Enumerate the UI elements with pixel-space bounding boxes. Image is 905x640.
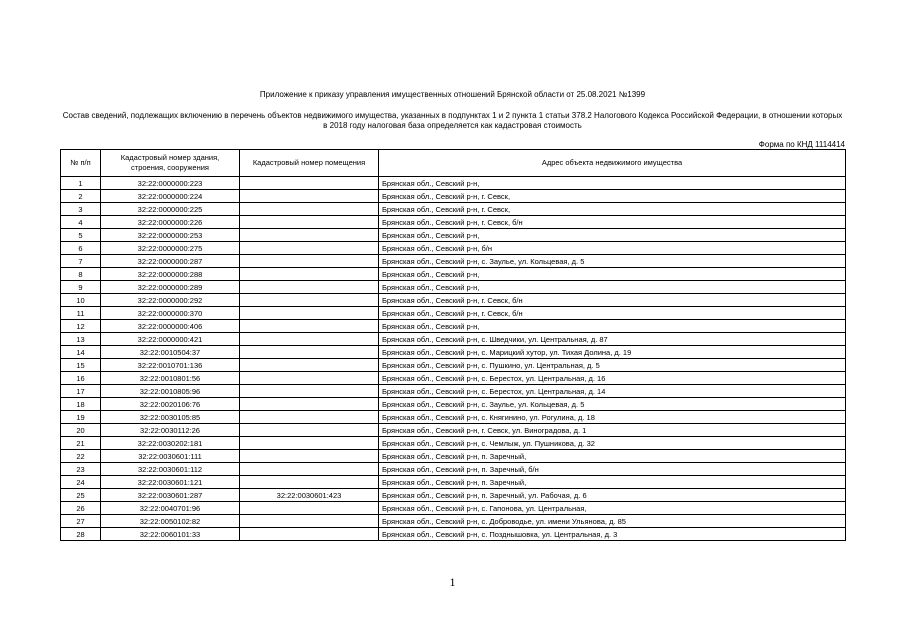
row-number-cell: 19 xyxy=(61,411,101,424)
table-row xyxy=(61,229,846,242)
row-number-cell: 7 xyxy=(61,255,101,268)
address-cell: Брянская обл., Севский р-н, п. Заречный, xyxy=(379,450,846,463)
building-cadastral-number-cell: 32:22:0000000:223 xyxy=(101,177,240,190)
premises-cadastral-number-cell xyxy=(240,463,379,476)
premises-cadastral-number-cell xyxy=(240,359,379,372)
address-cell: Брянская обл., Севский р-н, xyxy=(379,229,846,242)
column-header-premises-cadastral: Кадастровый номер помещения xyxy=(240,150,379,177)
address-cell: Брянская обл., Севский р-н, с. Заулье, ул. Кольцевая, д. 5 xyxy=(379,255,846,268)
building-cadastral-number-cell: 32:22:0030601:121 xyxy=(101,476,240,489)
row-number-cell: 17 xyxy=(61,385,101,398)
property-table xyxy=(60,149,846,541)
table-row xyxy=(61,424,846,437)
premises-cadastral-number-cell xyxy=(240,450,379,463)
premises-cadastral-number-cell xyxy=(240,203,379,216)
row-number-cell: 26 xyxy=(61,502,101,515)
premises-cadastral-number-cell xyxy=(240,307,379,320)
building-cadastral-number-cell: 32:22:0010701:136 xyxy=(101,359,240,372)
building-cadastral-number-cell: 32:22:0000000:370 xyxy=(101,307,240,320)
address-cell: Брянская обл., Севский р-н, г. Севск, б/н xyxy=(379,216,846,229)
address-cell: Брянская обл., Севский р-н, с. Доброводье, ул. имени Ульянова, д. 85 xyxy=(379,515,846,528)
building-cadastral-number-cell: 32:22:0030601:287 xyxy=(101,489,240,502)
building-cadastral-number-cell: 32:22:0030202:181 xyxy=(101,437,240,450)
premises-cadastral-number-cell xyxy=(240,424,379,437)
building-cadastral-number-cell: 32:22:0000000:287 xyxy=(101,255,240,268)
address-cell: Брянская обл., Севский р-н, г. Севск, xyxy=(379,203,846,216)
building-cadastral-number-cell: 32:22:0000000:288 xyxy=(101,268,240,281)
row-number-cell: 10 xyxy=(61,294,101,307)
row-number-cell: 3 xyxy=(61,203,101,216)
building-cadastral-number-cell: 32:22:0060101:33 xyxy=(101,528,240,541)
premises-cadastral-number-cell xyxy=(240,229,379,242)
building-cadastral-number-cell: 32:22:0030601:112 xyxy=(101,463,240,476)
column-header-address: Адрес объекта недвижимого имущества xyxy=(379,150,846,177)
building-cadastral-number-cell: 32:22:0030112:26 xyxy=(101,424,240,437)
address-cell: Брянская обл., Севский р-н, с. Княгинино, ул. Рогулина, д. 18 xyxy=(379,411,846,424)
building-cadastral-number-cell: 32:22:0000000:421 xyxy=(101,333,240,346)
premises-cadastral-number-cell xyxy=(240,333,379,346)
building-cadastral-number-cell: 32:22:0000000:292 xyxy=(101,294,240,307)
row-number-cell: 22 xyxy=(61,450,101,463)
row-number-cell: 6 xyxy=(61,242,101,255)
row-number-cell: 18 xyxy=(61,398,101,411)
table-row xyxy=(61,346,846,359)
address-cell: Брянская обл., Севский р-н, г. Севск, б/н xyxy=(379,294,846,307)
row-number-cell: 4 xyxy=(61,216,101,229)
address-cell: Брянская обл., Севский р-н, с. Чемлыж, ул. Пушникова, д. 32 xyxy=(379,437,846,450)
address-cell: Брянская обл., Севский р-н, с. Берестох, ул. Центральная, д. 16 xyxy=(379,372,846,385)
premises-cadastral-number-cell xyxy=(240,476,379,489)
premises-cadastral-number-cell xyxy=(240,216,379,229)
table-header-row xyxy=(61,150,846,177)
row-number-cell: 28 xyxy=(61,528,101,541)
table-row xyxy=(61,268,846,281)
premises-cadastral-number-cell xyxy=(240,502,379,515)
premises-cadastral-number-cell xyxy=(240,372,379,385)
table-row xyxy=(61,190,846,203)
form-code: Форма по КНД 1114414 xyxy=(758,140,845,149)
row-number-cell: 27 xyxy=(61,515,101,528)
column-header-number: № п/п xyxy=(61,150,101,177)
building-cadastral-number-cell: 32:22:0000000:224 xyxy=(101,190,240,203)
row-number-cell: 20 xyxy=(61,424,101,437)
table-row xyxy=(61,411,846,424)
address-cell: Брянская обл., Севский р-н, с. Заулье, ул. Кольцевая, д. 5 xyxy=(379,398,846,411)
building-cadastral-number-cell: 32:22:0000000:275 xyxy=(101,242,240,255)
row-number-cell: 13 xyxy=(61,333,101,346)
row-number-cell: 25 xyxy=(61,489,101,502)
table-row xyxy=(61,463,846,476)
address-cell: Брянская обл., Севский р-н, xyxy=(379,268,846,281)
table-row xyxy=(61,502,846,515)
premises-cadastral-number-cell xyxy=(240,320,379,333)
premises-cadastral-number-cell: 32:22:0030601:423 xyxy=(240,489,379,502)
row-number-cell: 24 xyxy=(61,476,101,489)
address-cell: Брянская обл., Севский р-н, п. Заречный, б/н xyxy=(379,463,846,476)
table-row xyxy=(61,203,846,216)
row-number-cell: 8 xyxy=(61,268,101,281)
row-number-cell: 2 xyxy=(61,190,101,203)
table-row xyxy=(61,177,846,190)
table-row xyxy=(61,294,846,307)
table-row xyxy=(61,515,846,528)
premises-cadastral-number-cell xyxy=(240,177,379,190)
building-cadastral-number-cell: 32:22:0050102:82 xyxy=(101,515,240,528)
building-cadastral-number-cell: 32:22:0040701:96 xyxy=(101,502,240,515)
table-row xyxy=(61,307,846,320)
premises-cadastral-number-cell xyxy=(240,190,379,203)
premises-cadastral-number-cell xyxy=(240,346,379,359)
address-cell: Брянская обл., Севский р-н, с. Шведчики, ул. Центральная, д. 87 xyxy=(379,333,846,346)
row-number-cell: 21 xyxy=(61,437,101,450)
row-number-cell: 14 xyxy=(61,346,101,359)
address-cell: Брянская обл., Севский р-н, б/н xyxy=(379,242,846,255)
table-row xyxy=(61,385,846,398)
table-row xyxy=(61,528,846,541)
address-cell: Брянская обл., Севский р-н, г. Севск, ул. Виноградова, д. 1 xyxy=(379,424,846,437)
table-row xyxy=(61,489,846,502)
row-number-cell: 11 xyxy=(61,307,101,320)
row-number-cell: 1 xyxy=(61,177,101,190)
building-cadastral-number-cell: 32:22:0000000:225 xyxy=(101,203,240,216)
premises-cadastral-number-cell xyxy=(240,411,379,424)
row-number-cell: 9 xyxy=(61,281,101,294)
premises-cadastral-number-cell xyxy=(240,515,379,528)
row-number-cell: 5 xyxy=(61,229,101,242)
address-cell: Брянская обл., Севский р-н, п. Заречный, ул. Рабочая, д. 6 xyxy=(379,489,846,502)
premises-cadastral-number-cell xyxy=(240,255,379,268)
address-cell: Брянская обл., Севский р-н, г. Севск, xyxy=(379,190,846,203)
row-number-cell: 23 xyxy=(61,463,101,476)
page-number: 1 xyxy=(449,575,456,589)
row-number-cell: 16 xyxy=(61,372,101,385)
table-row xyxy=(61,450,846,463)
table-row xyxy=(61,372,846,385)
table-row xyxy=(61,281,846,294)
building-cadastral-number-cell: 32:22:0000000:253 xyxy=(101,229,240,242)
document-title: Приложение к приказу управления имущественных отношений Брянской области от 25.08.2021 №1399 xyxy=(259,90,646,99)
building-cadastral-number-cell: 32:22:0030601:111 xyxy=(101,450,240,463)
table-row xyxy=(61,398,846,411)
address-cell: Брянская обл., Севский р-н, п. Заречный, xyxy=(379,476,846,489)
building-cadastral-number-cell: 32:22:0000000:289 xyxy=(101,281,240,294)
building-cadastral-number-cell: 32:22:0000000:406 xyxy=(101,320,240,333)
building-cadastral-number-cell: 32:22:0010801:56 xyxy=(101,372,240,385)
table-row xyxy=(61,476,846,489)
premises-cadastral-number-cell xyxy=(240,528,379,541)
address-cell: Брянская обл., Севский р-н, xyxy=(379,320,846,333)
row-number-cell: 12 xyxy=(61,320,101,333)
column-header-building-cadastral: Кадастровый номер здания, строения, сооружения xyxy=(101,150,240,177)
address-cell: Брянская обл., Севский р-н, xyxy=(379,281,846,294)
address-cell: Брянская обл., Севский р-н, с. Берестох, ул. Центральная, д. 14 xyxy=(379,385,846,398)
table-row xyxy=(61,216,846,229)
address-cell: Брянская обл., Севский р-н, с. Пушкино, ул. Центральная, д. 5 xyxy=(379,359,846,372)
building-cadastral-number-cell: 32:22:0010504:37 xyxy=(101,346,240,359)
table-row xyxy=(61,320,846,333)
table-body xyxy=(61,177,846,541)
premises-cadastral-number-cell xyxy=(240,281,379,294)
table-row xyxy=(61,255,846,268)
address-cell: Брянская обл., Севский р-н, с. Позднышовка, ул. Центральная, д. 3 xyxy=(379,528,846,541)
premises-cadastral-number-cell xyxy=(240,242,379,255)
building-cadastral-number-cell: 32:22:0000000:226 xyxy=(101,216,240,229)
row-number-cell: 15 xyxy=(61,359,101,372)
premises-cadastral-number-cell xyxy=(240,385,379,398)
table-row xyxy=(61,242,846,255)
building-cadastral-number-cell: 32:22:0020106:76 xyxy=(101,398,240,411)
building-cadastral-number-cell: 32:22:0010805:96 xyxy=(101,385,240,398)
address-cell: Брянская обл., Севский р-н, г. Севск, б/н xyxy=(379,307,846,320)
premises-cadastral-number-cell xyxy=(240,268,379,281)
premises-cadastral-number-cell xyxy=(240,437,379,450)
premises-cadastral-number-cell xyxy=(240,398,379,411)
building-cadastral-number-cell: 32:22:0030105:85 xyxy=(101,411,240,424)
premises-cadastral-number-cell xyxy=(240,294,379,307)
table-row xyxy=(61,333,846,346)
address-cell: Брянская обл., Севский р-н, с. Гапонова, ул. Центральная, xyxy=(379,502,846,515)
address-cell: Брянская обл., Севский р-н, с. Марицкий хутор, ул. Тихая Долина, д. 19 xyxy=(379,346,846,359)
address-cell: Брянская обл., Севский р-н, xyxy=(379,177,846,190)
document-subtitle: Состав сведений, подлежащих включению в перечень объектов недвижимого имущества, указанных в подпунктах 1 и 2 пункта 1 статьи 378.2 Налогового Кодекса Российской Федерации, в отношении которых в 2018 году налоговая база определяется как кадастровая стоимость xyxy=(62,111,843,130)
table-row xyxy=(61,437,846,450)
table-row xyxy=(61,359,846,372)
